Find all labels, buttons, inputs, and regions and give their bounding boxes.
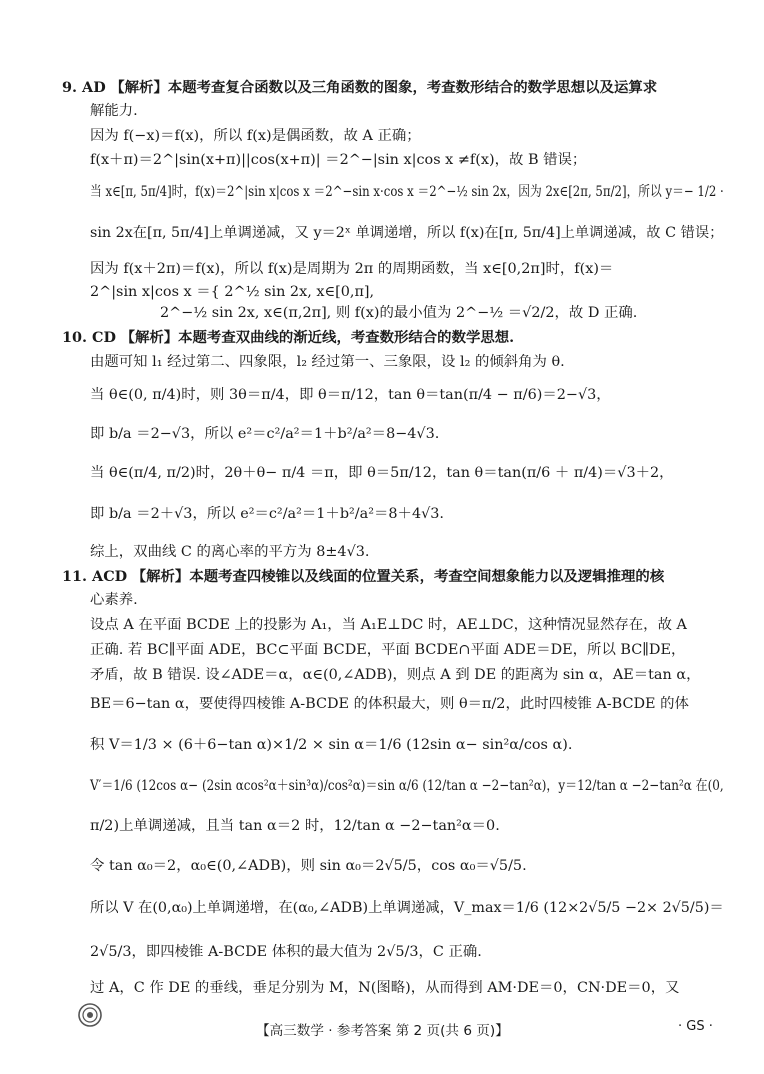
footer-code: · GS · [678,1019,713,1034]
q9-line-2: f(x＋π)＝2^|sin(x+π)||cos(x+π)| ＝2^−|sin x|cos x ≠f(x)，故 B 错误； [90,152,587,168]
q11-tag: 【解析】 [131,568,190,585]
page-footer [0,1013,764,1043]
q11-line-10: 2√5/3，即四棱锥 A-BCDE 体积的最大值为 2√5/3，C 正确. [90,944,482,960]
q9-line-3: 当 x∈[π, 5π/4]时，f(x)＝2^|sin x|cos x ＝2^−sin x·cos x ＝2^−½ sin 2x，因为 2x∈[2π, 5π/2]，所以 y＝− 1/2 · [90,184,724,200]
q9-tag: 【解析】 [110,79,168,96]
q11-line-8: 令 tan α₀＝2，α₀∈(0,∠ADB)，则 sin α₀＝2√5/5，cos α₀＝√5/5. [90,858,527,874]
q11-header-line [62,567,664,587]
q11-line-6: V′＝1/6 (12cos α− (2sin αcos²α＋sin³α)/cos²α)＝sin α/6 (12/tan α −2−tan²α)，y＝12/tan α −2−tan²α 在(0, [90,778,724,794]
q11-line-11: 过 A，C 作 DE 的垂线，垂足分别为 M，N(图略)，从而得到 AM·DE＝0，CN·DE＝0，又 [90,980,680,996]
q10-line-2: 当 θ∈(0, π/4)时，则 3θ＝π/4，即 θ＝π/12，tan θ＝tan(π/4 − π/6)＝2−√3， [90,387,611,403]
q11-line-2: 正确. 若 BC∥平面 ADE，BC⊂平面 BCDE，平面 BCDE∩平面 ADE＝DE，所以 BC∥DE， [90,642,686,658]
q9-line-1: 因为 f(−x)＝f(x)，所以 f(x)是偶函数，故 A 正确； [90,128,421,144]
q11-line-3: 矛盾，故 B 错误. 设∠ADE＝α，α∈(0,∠ADB)，则点 A 到 DE 的距离为 sin α，AE＝tan α， [90,667,701,683]
q9-number: 9. AD [62,79,106,96]
q11-line-9: 所以 V 在(0,α₀)上单调递增，在(α₀,∠ADB)上单调递减，V_max＝1/6 (12×2√5/5 −2× 2√5/5)＝ [90,900,724,916]
q10-line-5: 即 b/a ＝2＋√3，所以 e²＝c²/a²＝1＋b²/a²＝8＋4√3. [90,506,444,522]
q9-line-5: 因为 f(x＋2π)＝f(x)，所以 f(x)是周期为 2π 的周期函数，当 x∈[0,2π]时，f(x)＝ [90,261,614,277]
q11-intro: 本题考查四棱锥以及线面的位置关系，考查空间想象能力以及逻辑推理的核 [189,568,665,585]
q10-line-4: 当 θ∈(π/4, π/2)时，2θ＋θ− π/4 ＝π，即 θ＝5π/12，tan θ＝tan(π/6 ＋ π/4)＝√3＋2， [90,465,674,481]
q9-line-6a: 2^|sin x|cos x ＝{ 2^½ sin 2x, x∈[0,π], [90,284,375,300]
q9-intro: 本题考查复合函数以及三角函数的图象，考查数形结合的数学思想以及运算求 [167,79,658,96]
q9-header-line [62,78,657,98]
q11-line-4: BE＝6−tan α，要使得四棱锥 A-BCDE 的体积最大，则 θ＝π/2，此时四棱锥 A-BCDE 的体 [90,696,689,712]
q9-line-4: sin 2x在[π, 5π/4]上单调递减，又 y＝2ˣ 单调递增，所以 f(x)在[π, 5π/4]上单调递减，故 C 错误； [90,225,724,241]
q11-line-5: 积 V＝1/3 × (6＋6−tan α)×1/2 × sin α＝1/6 (12sin α− sin²α/cos α). [90,737,573,753]
q10-header-line [62,328,514,348]
footer-title: 【高三数学 · 参考答案 第 2 页(共 6 页)】 [256,1023,509,1039]
q9-intro-cont: 解能力. [90,103,138,119]
q10-line-6: 综上，双曲线 C 的离心率的平方为 8±4√3. [90,544,370,560]
q11-line-7: π/2)上单调递减，且当 tan α＝2 时，12/tan α −2−tan²α＝0. [90,818,500,834]
q10-intro: 本题考查双曲线的渐近线，考查数形结合的数学思想. [178,329,515,346]
q9-line-6b: 2^−½ sin 2x, x∈(π,2π], 则 f(x)的最小值为 2^−½ ＝√2/2，故 D 正确. [160,305,638,321]
q10-line-3: 即 b/a ＝2−√3，所以 e²＝c²/a²＝1＋b²/a²＝8−4√3. [90,426,440,442]
q11-intro-cont: 心素养. [90,592,138,608]
q11-line-1: 设点 A 在平面 BCDE 上的投影为 A₁，当 A₁E⊥DC 时，AE⊥DC，这种情况显然存在，故 A [90,617,687,633]
q11-number: 11. ACD [62,568,128,585]
q10-number: 10. CD [62,329,116,346]
q10-tag: 【解析】 [120,329,179,346]
q10-line-1: 由题可知 l₁ 经过第二、四象限，l₂ 经过第一、三象限，设 l₂ 的倾斜角为 θ. [90,354,565,370]
